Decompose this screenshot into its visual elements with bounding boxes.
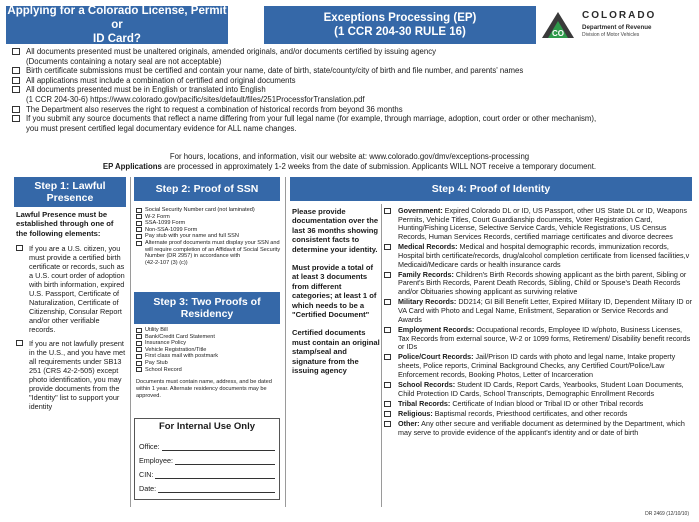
requirement-item xyxy=(12,76,692,86)
employee-field[interactable] xyxy=(139,451,275,465)
step1-title-line2: Presence xyxy=(46,192,94,204)
step4-header xyxy=(290,177,692,201)
identity-text: Medical and hospital demographic records, immunization records, Hospital birth certificate/records, drug/alcohol completion certificate from licensed facilities,v Medicaid/Medicare cards or health insurance cards xyxy=(398,242,690,269)
step1-header xyxy=(14,177,126,207)
residency-item xyxy=(136,327,282,334)
residency-text: Pay Stub xyxy=(145,359,168,366)
column-divider xyxy=(130,177,131,507)
processing-line xyxy=(0,162,699,172)
identity-label: Medical Records: xyxy=(398,242,458,252)
identity-text: DD214; GI Bill Benefit Letter, Expired Military ID, Dependent Military ID or VA Card with Photo and Legal Name, Enlistment, Separation or Service Records and Awards xyxy=(398,297,693,324)
residency-text: Bank/Credit Card Statement xyxy=(145,333,215,340)
column-divider xyxy=(381,204,382,507)
identity-text: Expired Colorado DL or ID, US Passport, other US State DL or ID, Weapons Permits, Vehicle Titles, Court Guardianship documents, Voter Registration Card, Hunting/Fishing License, Selective Service Cards, Vehicle Registrations, US Census Records, Human Services Records, certified marriage certificates and divorce decrees xyxy=(398,206,687,241)
requirement-text: The Department also reserves the right to request a combination of historical records from beyond 36 months xyxy=(26,104,403,114)
colorado-dor-logo xyxy=(540,8,694,42)
identity-text: Children's Birth Records showing applicant as the birth parent, Sibling or Parent's Birth Records, Parent Death Records, Sibling, Child or Spouse's Death Records and/or Obituaries showing applicant as surviving relative xyxy=(398,269,687,297)
title-banner xyxy=(6,6,228,44)
ssn-text: SSA-1099 Form xyxy=(145,220,186,227)
checkbox[interactable] xyxy=(136,227,142,232)
ssn-item xyxy=(136,227,282,234)
identity-item xyxy=(384,400,692,409)
residency-item xyxy=(136,340,282,347)
checkbox[interactable] xyxy=(136,347,142,352)
checkbox[interactable] xyxy=(384,421,391,427)
column-divider xyxy=(285,177,286,507)
identity-item xyxy=(384,243,692,269)
identity-item xyxy=(384,326,692,352)
checkbox[interactable] xyxy=(384,299,391,305)
checkbox[interactable] xyxy=(384,401,391,407)
checkbox[interactable] xyxy=(384,244,391,250)
logo-mark-text: CO xyxy=(552,29,564,38)
field-line[interactable] xyxy=(158,485,275,493)
identity-list xyxy=(384,207,692,439)
lawful-presence-text: If you are not lawfully present in the U.S., and you have met all requirements under SB13 251 (CRS 42-2-505) except photo identification, you may provide documents from the "Identity" list to support your identity xyxy=(29,339,126,412)
lawful-presence-lead: Lawful Presence must be established through one of the following elements: xyxy=(16,210,114,238)
requirement-text: All documents presented must be unaltered originals, amended originals, and/or documents certified by issuing agency (Documents containing a notary seal are not acceptable) xyxy=(26,47,437,66)
field-label: Date: xyxy=(139,484,157,493)
residency-item xyxy=(136,334,282,341)
ssn-item xyxy=(136,240,282,260)
lawful-presence-text: If you are a U.S. citizen, you must provide a certified birth certificate or records, such as a U.S. court order of adoption with birth information, expired U.S. Passport, Certificate of Naturalization, Certificate of Citizenship, Consular Report and/or other verifiable records. xyxy=(29,244,125,335)
requirements-list xyxy=(12,47,692,133)
checkbox[interactable] xyxy=(136,367,142,372)
checkbox[interactable] xyxy=(136,334,142,339)
instruction-paragraph: Please provide documentation over the last 36 months showing consistent facts to determine your identity. xyxy=(292,207,379,254)
cin-field[interactable] xyxy=(139,465,275,479)
checkbox[interactable] xyxy=(136,328,142,333)
residency-text: Utility Bill xyxy=(145,327,168,333)
identity-item xyxy=(384,271,692,297)
checkbox[interactable] xyxy=(136,221,142,226)
requirement-text: Birth certificate submissions must be certified and contain your name, date of birth, state/county/city of birth and file number, and parents' names xyxy=(26,66,524,76)
checkbox[interactable] xyxy=(12,48,20,55)
date-field[interactable] xyxy=(139,479,275,493)
identity-text: Occupational records, Employee ID w/photo, Business Licenses, Tax Records from external source, W-2 or 1099 forms, Retirement/ Disability benefit records or IDs xyxy=(398,324,691,352)
checkbox[interactable] xyxy=(136,354,142,359)
title-line-2: ID Card? xyxy=(93,33,141,45)
residency-text: Vehicle Registration/Title xyxy=(145,346,207,353)
field-label: CIN: xyxy=(139,470,154,479)
identity-text: Certificate of Indian blood or Tribal ID or other Tribal records xyxy=(450,398,644,408)
checkbox[interactable] xyxy=(384,354,391,360)
checkbox[interactable] xyxy=(384,411,391,417)
residency-item xyxy=(136,347,282,354)
residency-text: Insurance Policy xyxy=(145,340,187,347)
ssn-item xyxy=(136,220,282,227)
ep-applications-label: EP Applications xyxy=(102,162,162,171)
ssn-item xyxy=(136,233,282,240)
identity-label: Government: xyxy=(398,206,443,215)
instruction-paragraph: Must provide a total of at least 3 documents from different categories; at least 1 of which needs to be a "Certified Document" xyxy=(292,263,377,320)
identity-item xyxy=(384,420,692,437)
field-label: Office: xyxy=(139,442,160,451)
checkbox[interactable] xyxy=(136,214,142,219)
ep-title: Exceptions Processing (EP) xyxy=(323,12,477,24)
ssn-text: Alternate proof documents must display your SSN and will require completion of an Affidavit of Social Security Number (DR 2957) in accordance with xyxy=(145,239,281,260)
step3-header xyxy=(134,292,280,324)
field-line[interactable] xyxy=(162,443,275,451)
logo-department: Department of Revenue xyxy=(582,24,652,31)
residency-text: First class mail with postmark xyxy=(145,353,219,360)
step3-title-line2: Residency xyxy=(180,308,234,320)
ssn-text: Pay stub with your name and full SSN xyxy=(145,233,239,240)
step4-title: Step 4: Proof of Identity xyxy=(431,183,551,195)
requirement-item xyxy=(12,47,692,66)
checkbox[interactable] xyxy=(384,272,391,278)
ssn-list xyxy=(136,207,282,266)
logo-division: Division of Motor Vehicles xyxy=(582,32,640,38)
checkbox[interactable] xyxy=(12,115,20,122)
instruction-paragraph: Certified documents must contain an original stamp/seal and signature from the issuing agency xyxy=(292,328,380,376)
checkbox[interactable] xyxy=(16,340,23,346)
identity-item xyxy=(384,353,692,379)
identity-text: Jail/Prison ID cards with photo and legal name, Intake property sheets, Police reports, Criminal Background Checks, any Certified Court/Police/Law Enforcement records, Booking Photos, Letter of Incarceration xyxy=(398,352,676,379)
requirement-item xyxy=(12,114,692,133)
identity-text: Student ID Cards, Report Cards, Yearbooks, Student Loan Documents, Child Protection ID Cards, School Transcripts, Demographic Enrollment Records xyxy=(398,380,684,398)
checkbox[interactable] xyxy=(16,245,23,251)
ssn-text: Social Security Number card (not laminated) xyxy=(145,207,255,213)
requirement-text: All documents presented must be in English or translated into English (1 CCR 204-30-6) https://www.colorado.gov/pacific/sites/default/files/251ProcessforTranslation.pdf xyxy=(26,85,365,104)
colorado-logo-icon xyxy=(540,10,576,40)
step2-title: Step 2: Proof of SSN xyxy=(155,183,259,195)
checkbox[interactable] xyxy=(12,106,20,113)
residency-list xyxy=(136,327,282,400)
identity-instructions xyxy=(292,207,380,385)
step3-title-line1: Step 3: Two Proofs of xyxy=(153,296,261,308)
checkbox[interactable] xyxy=(12,77,20,84)
form-code: DR 2469 (12/10/10) xyxy=(645,511,689,517)
ssn-text: Non-SSA-1099 Form xyxy=(145,226,198,233)
lawful-presence-column xyxy=(16,210,126,416)
identity-label: Other: xyxy=(398,419,420,429)
identity-item xyxy=(384,410,692,419)
info-block xyxy=(0,152,699,172)
residency-text: School Record xyxy=(145,366,182,373)
field-label: Employee: xyxy=(139,456,173,465)
website-line: For hours, locations, and information, visit our website at: www.colorado.gov/dmv/exceptions-processing xyxy=(169,152,530,161)
residency-note: Documents must contain name, address, and be dated within 1 year. Alternate residency documents may be approved. xyxy=(136,379,272,399)
checkbox[interactable] xyxy=(12,86,20,93)
checkbox[interactable] xyxy=(136,341,142,346)
internal-use-title: For Internal Use Only xyxy=(158,421,256,432)
requirement-item xyxy=(12,105,692,115)
identity-label: Military Records: xyxy=(398,297,457,307)
field-line[interactable] xyxy=(155,471,275,479)
identity-item xyxy=(384,298,692,324)
identity-label: Religious: xyxy=(398,409,433,419)
identity-label: Tribal Records: xyxy=(398,398,451,408)
residency-item xyxy=(136,353,282,360)
logo-state: COLORADO xyxy=(582,10,657,21)
identity-label: Employment Records: xyxy=(398,324,475,334)
requirement-item xyxy=(12,66,692,76)
checkbox[interactable] xyxy=(136,241,142,246)
processing-text: are processed in approximately 1-2 weeks from the date of submission. Applicants WILL NOT receive a temporary document. xyxy=(161,162,597,171)
identity-label: Police/Court Records: xyxy=(398,352,474,362)
ep-banner xyxy=(264,6,536,44)
checkbox[interactable] xyxy=(384,382,391,388)
identity-item xyxy=(384,381,692,398)
field-line[interactable] xyxy=(175,457,275,465)
ssn-item xyxy=(136,207,282,214)
checkbox[interactable] xyxy=(384,327,391,333)
title-line-1: Applying for a Colorado License, Permit or xyxy=(7,5,227,31)
checkbox[interactable] xyxy=(136,361,142,366)
residency-item xyxy=(136,360,282,367)
ssn-text: W-2 Form xyxy=(145,213,170,220)
ssn-note: (42-2-107 (3) (c)) xyxy=(145,259,188,266)
identity-label: School Records: xyxy=(398,380,456,390)
identity-text: Baptismal records, Priesthood certificates, and other records xyxy=(432,409,628,419)
requirement-text: If you submit any source documents that reflect a name differing from your full legal name (for example, through marriage, adoption, court order or other mechanism), you must present certified legal documentary evidence for ALL name changes. xyxy=(26,114,597,133)
lawful-presence-item xyxy=(16,339,126,411)
identity-text: Any other secure and verifiable document as determined by the Department, which may serve to provide evidence of the applicant's identity and or date of birth xyxy=(398,419,685,438)
requirement-text: All applications must include a combination of certified and original documents xyxy=(26,75,296,85)
checkbox[interactable] xyxy=(12,67,20,74)
internal-use-box xyxy=(134,418,280,500)
identity-label: Family Records: xyxy=(398,269,454,279)
lawful-presence-item xyxy=(16,244,126,334)
ssn-item xyxy=(136,214,282,221)
step1-title-line1: Step 1: Lawful xyxy=(34,180,106,192)
step2-header xyxy=(134,177,280,201)
ep-rule: (1 CCR 204-30 RULE 16) xyxy=(334,26,466,38)
residency-item xyxy=(136,367,282,374)
identity-item xyxy=(384,207,692,242)
office-field[interactable] xyxy=(139,437,275,451)
requirement-item xyxy=(12,85,692,104)
checkbox[interactable] xyxy=(384,208,391,214)
checkbox[interactable] xyxy=(136,234,142,239)
checkbox[interactable] xyxy=(136,208,142,213)
